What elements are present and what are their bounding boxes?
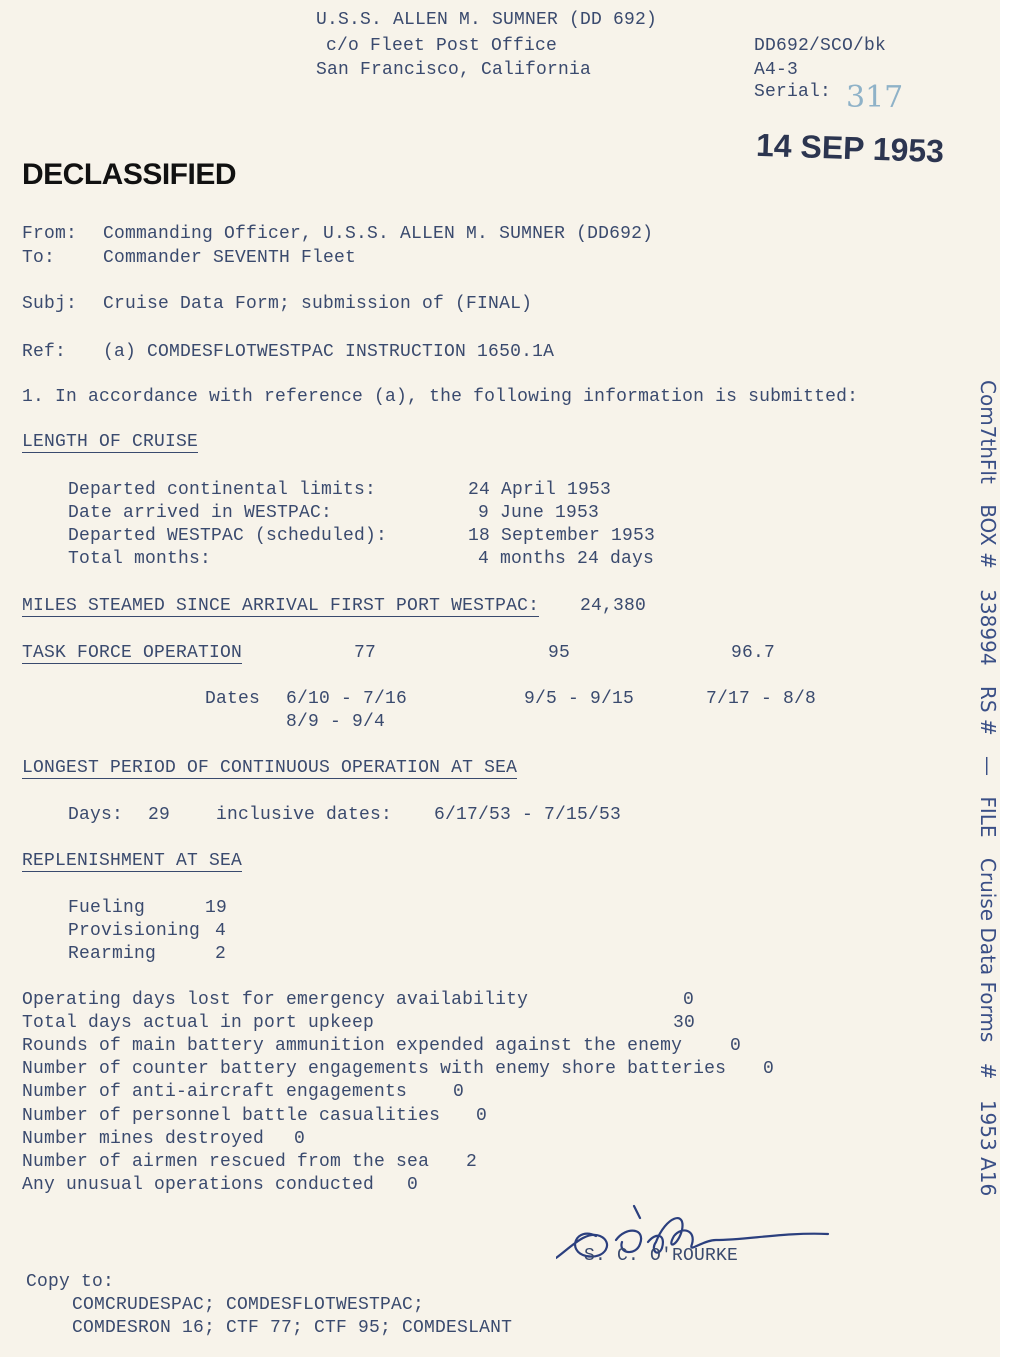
length-of-cruise-heading: LENGTH OF CRUISE <box>22 432 199 452</box>
replenishment-label: Rearming <box>68 944 157 964</box>
to-label: To: <box>22 248 56 268</box>
stat-label: Total days actual in port upkeep <box>22 1013 375 1033</box>
replenishment-value: 2 <box>215 944 227 964</box>
copy-to-line-1: COMCRUDESPAC; COMDESFLOTWESTPAC; <box>72 1295 425 1315</box>
margin-filing-note <box>940 380 1000 1197</box>
letterhead-city: San Francisco, California <box>316 60 592 80</box>
longest-period-heading: LONGEST PERIOD OF CONTINUOUS OPERATION AT SEA <box>22 758 518 778</box>
stat-label: Number of airmen rescued from the sea <box>22 1152 430 1172</box>
file-filing: A4-3 <box>754 60 799 80</box>
cruise-row-label: Date arrived in WESTPAC: <box>68 503 333 523</box>
cruise-row-label: Departed WESTPAC (scheduled): <box>68 526 388 546</box>
replenishment-heading: REPLENISHMENT AT SEA <box>22 851 243 871</box>
task-force-number: 96.7 <box>731 643 776 663</box>
margin-note-part: # <box>976 1062 1000 1080</box>
miles-value: 24,380 <box>580 596 647 616</box>
cruise-row-value: 4 months 24 days <box>478 549 655 569</box>
to-value: Commander SEVENTH Fleet <box>103 248 357 268</box>
task-force-number: 77 <box>354 643 377 663</box>
miles-heading: MILES STEAMED SINCE ARRIVAL FIRST PORT WESTPAC: <box>22 596 540 616</box>
signature-name: S. C. O'ROURKE <box>584 1246 739 1266</box>
stat-label: Rounds of main battery ammunition expended against the enemy <box>22 1036 683 1056</box>
stat-label: Number mines destroyed <box>22 1129 265 1149</box>
subj-value: Cruise Data Form; submission of (FINAL) <box>103 294 533 314</box>
ref-value: (a) COMDESFLOTWESTPAC INSTRUCTION 1650.1A <box>103 342 555 362</box>
serial-number-stamp: 317 <box>846 80 904 115</box>
cruise-row-value: 24 April 1953 <box>468 480 612 500</box>
replenishment-value: 19 <box>205 898 228 918</box>
task-force-dates-label: Dates <box>205 689 261 709</box>
serial-label: Serial: <box>754 82 832 102</box>
stat-value: 30 <box>673 1013 696 1033</box>
subj-label: Subj: <box>22 294 78 314</box>
ref-label: Ref: <box>22 342 67 362</box>
margin-note-part: RS # <box>976 685 1000 736</box>
stat-value: 0 <box>476 1106 488 1126</box>
stat-value: 0 <box>453 1082 465 1102</box>
cruise-row-value: 18 September 1953 <box>468 526 656 546</box>
days-value: 29 <box>148 805 171 825</box>
from-label: From: <box>22 224 78 244</box>
stat-value: 0 <box>407 1175 419 1195</box>
stat-value: 2 <box>466 1152 478 1172</box>
task-force-dates-extra: 8/9 - 9/4 <box>286 712 386 732</box>
declassified-stamp: DECLASSIFIED <box>22 158 237 191</box>
margin-note-part: — <box>976 756 1000 776</box>
margin-note-part: 338994 <box>976 589 1000 666</box>
inclusive-value: 6/17/53 - 7/15/53 <box>434 805 622 825</box>
margin-note-part: BOX # <box>976 504 1000 569</box>
margin-note-part: Com7thFlt <box>976 380 1000 484</box>
task-force-dates: 7/17 - 8/8 <box>706 689 817 709</box>
stat-label: Operating days lost for emergency availability <box>22 990 529 1010</box>
stat-value: 0 <box>763 1059 775 1079</box>
date-stamp: 14 SEP 1953 <box>755 126 945 170</box>
copy-to-line-2: COMDESRON 16; CTF 77; CTF 95; COMDESLANT <box>72 1318 513 1338</box>
letterhead-care-of: c/o Fleet Post Office <box>326 36 558 56</box>
inclusive-label: inclusive dates: <box>216 805 393 825</box>
stat-label: Any unusual operations conducted <box>22 1175 375 1195</box>
margin-note-part: Cruise Data Forms <box>976 857 1000 1043</box>
stat-label: Number of counter battery engagements with enemy shore batteries <box>22 1059 727 1079</box>
task-force-dates: 9/5 - 9/15 <box>524 689 635 709</box>
stat-label: Number of anti-aircraft engagements <box>22 1082 408 1102</box>
replenishment-label: Fueling <box>68 898 146 918</box>
cruise-row-label: Departed continental limits: <box>68 480 377 500</box>
margin-note-part: 1953 A16 <box>976 1099 1000 1197</box>
replenishment-value: 4 <box>215 921 227 941</box>
replenishment-label: Provisioning <box>68 921 201 941</box>
days-label: Days: <box>68 805 124 825</box>
copy-to-label: Copy to: <box>26 1272 115 1292</box>
stat-value: 0 <box>294 1129 306 1149</box>
task-force-number: 95 <box>548 643 571 663</box>
file-code: DD692/SCO/bk <box>754 36 887 56</box>
task-force-dates: 6/10 - 7/16 <box>286 689 408 709</box>
stat-value: 0 <box>683 990 695 1010</box>
letterhead-ship: U.S.S. ALLEN M. SUMNER (DD 692) <box>316 10 658 30</box>
cruise-row-value: 9 June 1953 <box>478 503 600 523</box>
intro-paragraph: 1. In accordance with reference (a), the following information is submitted: <box>22 387 859 407</box>
stat-label: Number of personnel battle casualities <box>22 1106 441 1126</box>
task-force-heading: TASK FORCE OPERATION <box>22 643 243 663</box>
margin-note-part: FILE <box>976 796 1000 838</box>
from-value: Commanding Officer, U.S.S. ALLEN M. SUMNER (DD692) <box>103 224 654 244</box>
cruise-row-label: Total months: <box>68 549 212 569</box>
stat-value: 0 <box>730 1036 742 1056</box>
